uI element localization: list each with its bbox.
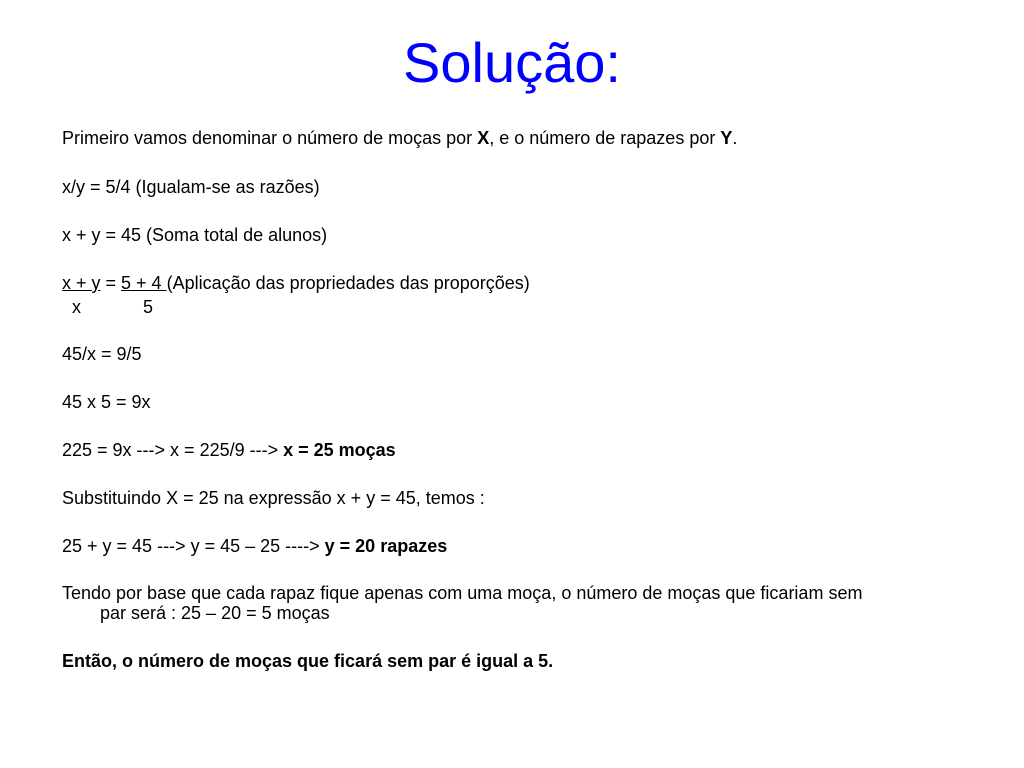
result-girls: x = 25 moças [283,440,396,460]
text-line-substitution: Substituindo X = 25 na expressão x + y = 45, temos : [62,488,485,508]
text-line-ratio: x/y = 5/4 (Igualam-se as razões) [62,177,320,197]
pairing-text-first: Tendo por base que cada rapaz fique apenas com uma moça, o número de moças que ficariam sem [62,583,863,603]
conclusion-text: Então, o número de moças que ficará sem par é igual a 5. [62,651,554,671]
pairing-text-second: par será : 25 – 20 = 5 moças [100,603,330,623]
proportion-note: (Aplicação das propriedades das proporções) [166,273,530,293]
page-title: Solução: [403,31,621,94]
text-line-sum: x + y = 45 (Soma total de alunos) [62,225,328,245]
fraction-numerator-left: x + y [62,273,101,293]
result-boys: y = 20 rapazes [324,536,448,556]
variable-y: Y [720,128,733,148]
equals-sign: = [100,273,122,293]
fraction-denominator-left: x [72,297,81,317]
text-line-step3 [62,439,396,461]
fraction-denominator-right: 5 [143,297,154,317]
definition-text-period: . [732,128,738,148]
fraction-numerator-right: 5 + 4 [121,273,167,293]
text-line-definition [62,127,737,149]
definition-text-part: , e o número de rapazes por [489,128,721,148]
step3-text: 225 = 9x ---> x = 225/9 ---> [62,440,284,460]
text-line-step2: 45 x 5 = 9x [62,392,151,412]
definition-text-part: Primeiro vamos denominar o número de moças por [62,128,478,148]
text-line-proportion [62,272,530,294]
variable-x: X [477,128,490,148]
text-paragraph-pairing [62,583,982,623]
text-line-step1: 45/x = 9/5 [62,344,142,364]
text-line-step4 [62,535,447,557]
step4-text: 25 + y = 45 ---> y = 45 – 25 ----> [62,536,325,556]
